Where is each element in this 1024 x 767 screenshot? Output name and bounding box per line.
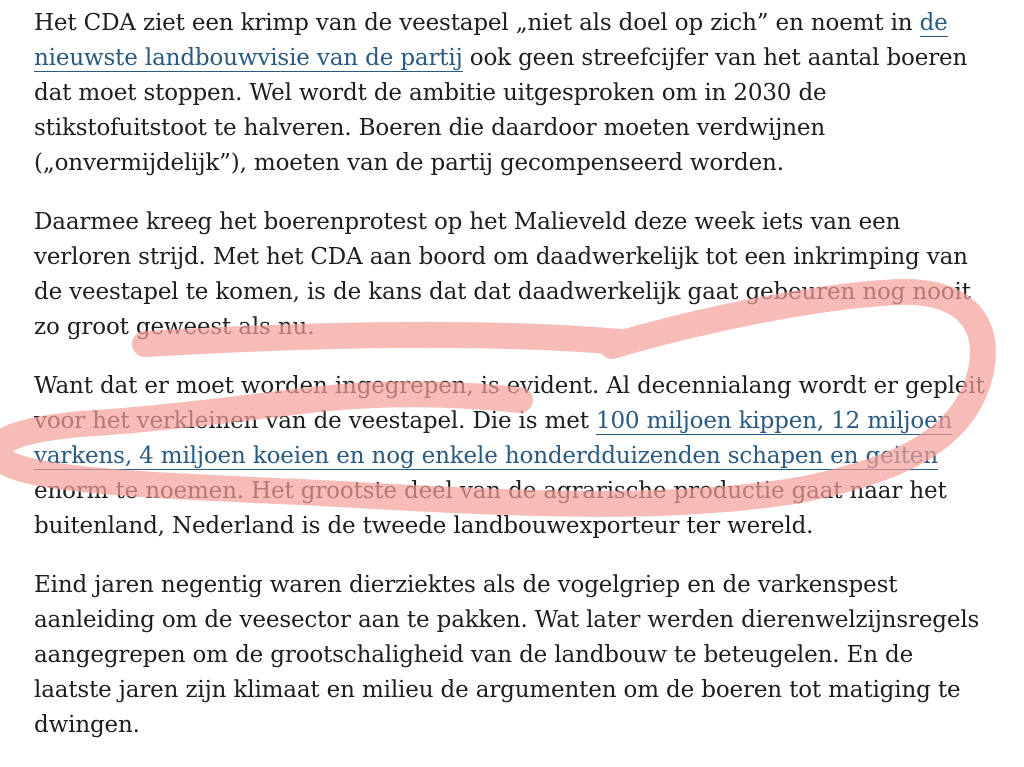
paragraph-text: enorm te noemen. Het grootste deel van de agrarische productie gaat naar het buitenland, Nederland is de tweede landbouwexporteur ter wereld. — [34, 478, 947, 539]
paragraph-text: ook geen streefcijfer van het aantal boeren dat moet stoppen. Wel wordt de ambitie uitgesproken om in 2030 de stikstofuitstoot te halveren. Boeren die daardoor moeten verdwijnen („onvermijdelijk”), moeten van de partij gecompenseerd worden. — [34, 45, 968, 176]
paragraph-text: Eind jaren negentig waren dierziektes als de vogelgriep en de varkenspest aanleiding om de veesector aan te pakken. Wat later werden dierenwelzijnsregels aangegrepen om de grootschaligheid van de landbouw te beteugelen. En de laatste jaren zijn klimaat en milieu de argumenten om de boeren tot matiging te dwingen. — [34, 572, 980, 738]
paragraph-cda-vision — [34, 6, 994, 181]
paragraph-text: Want dat er moet worden ingegrepen, is evident. Al decennialang wordt er gepleit voor het verkleinen van de veestapel. Die is met — [34, 373, 985, 434]
paragraph-malieveld — [34, 205, 994, 345]
article-body — [34, 6, 994, 767]
paragraph-highlighted — [34, 369, 994, 544]
paragraph-history — [34, 568, 994, 743]
paragraph-text: Het CDA ziet een krimp van de veestapel „niet als doel op zich” en noemt in — [34, 10, 920, 36]
paragraph-text: Daarmee kreeg het boerenprotest op het Malieveld deze week iets van een verloren strijd. Met het CDA aan boord om daadwerkelijk tot een inkrimping van de veestapel te komen, is de kans dat dat daadwerkelijk gaat gebeuren nog nooit zo groot geweest als nu. — [34, 209, 971, 340]
link-landbouwvisie[interactable]: de nieuwste landbouwvisie van de partij — [34, 10, 948, 71]
link-livestock-numbers[interactable]: 100 miljoen kippen, 12 miljoen varkens, 4 miljoen koeien en nog enkele honderdduizenden schapen en geiten — [34, 408, 953, 469]
